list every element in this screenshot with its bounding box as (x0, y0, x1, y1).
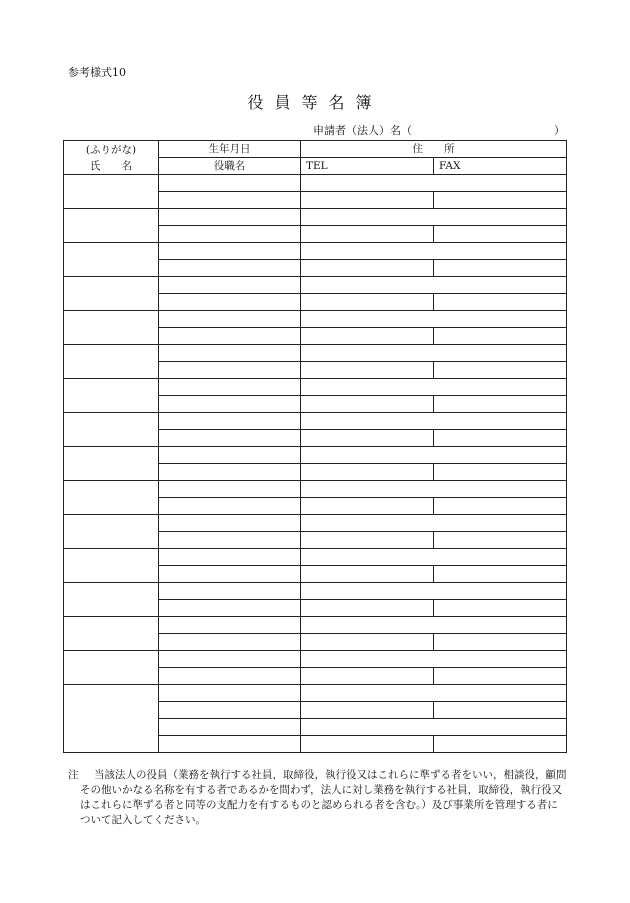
entry-birthdate-cell[interactable] (159, 379, 301, 396)
entry-fax-cell[interactable] (434, 294, 567, 311)
entry-tel-cell[interactable] (301, 362, 434, 379)
entry-birthdate-cell[interactable] (159, 243, 301, 260)
entry-position-cell[interactable] (159, 600, 301, 617)
entry-fax-cell[interactable] (434, 634, 567, 651)
entry-tel-cell[interactable] (301, 600, 434, 617)
entry-fax-cell[interactable] (434, 702, 567, 719)
entry-fax-cell[interactable] (434, 498, 567, 515)
entry-address-cell[interactable] (301, 447, 567, 464)
header-name: 氏 名 (90, 159, 132, 172)
entry-fax-cell[interactable] (434, 192, 567, 209)
entry-fax-cell[interactable] (434, 260, 567, 277)
applicant-label: 申請者（法人）名（ (313, 124, 412, 137)
entry-tel-cell[interactable] (301, 634, 434, 651)
entry-address-cell[interactable] (301, 719, 567, 736)
entry-birthdate-cell[interactable] (159, 617, 301, 634)
entry-birthdate-cell[interactable] (159, 277, 301, 294)
entry-tel-cell[interactable] (301, 260, 434, 277)
entry-birthdate-cell[interactable] (159, 549, 301, 566)
entry-name-cell[interactable] (64, 447, 159, 481)
entry-row (64, 175, 567, 192)
entry-position-cell[interactable] (159, 566, 301, 583)
entry-fax-cell[interactable] (434, 362, 567, 379)
entry-name-cell[interactable] (64, 277, 159, 311)
entry-row (64, 447, 567, 464)
entry-position-cell[interactable] (159, 362, 301, 379)
entry-name-cell[interactable] (64, 685, 159, 753)
entry-birthdate-cell[interactable] (159, 413, 301, 430)
entry-name-cell[interactable] (64, 651, 159, 685)
entry-fax-cell[interactable] (434, 668, 567, 685)
document-title: 役員等名簿 (247, 93, 383, 112)
entry-row (64, 515, 567, 532)
entry-birthdate-cell[interactable] (159, 447, 301, 464)
entry-position-cell[interactable] (159, 736, 301, 753)
entry-fax-cell[interactable] (434, 396, 567, 413)
entry-address-cell[interactable] (301, 379, 567, 396)
entry-name-cell[interactable] (64, 617, 159, 651)
entry-address-cell[interactable] (301, 311, 567, 328)
header-row-1 (64, 141, 567, 158)
entry-row (64, 277, 567, 294)
applicant-close-paren: ） (554, 124, 565, 137)
entry-birthdate-cell[interactable] (159, 515, 301, 532)
entry-position-cell[interactable] (159, 668, 301, 685)
entry-birthdate-cell[interactable] (159, 481, 301, 498)
entry-fax-cell[interactable] (434, 430, 567, 447)
entry-position-cell[interactable] (159, 464, 301, 481)
entry-fax-cell[interactable] (434, 226, 567, 243)
entry-row (64, 243, 567, 260)
entry-tel-cell[interactable] (301, 430, 434, 447)
entry-address-cell[interactable] (301, 413, 567, 430)
entry-position-cell[interactable] (159, 702, 301, 719)
entry-fax-cell[interactable] (434, 736, 567, 753)
entry-row (64, 617, 567, 634)
entry-tel-cell[interactable] (301, 736, 434, 753)
entry-address-cell[interactable] (301, 209, 567, 226)
entry-fax-cell[interactable] (434, 566, 567, 583)
entry-name-cell[interactable] (64, 175, 159, 209)
entry-name-cell[interactable] (64, 583, 159, 617)
header-name-cell (64, 141, 159, 175)
entry-birthdate-cell[interactable] (159, 311, 301, 328)
entry-row (64, 311, 567, 328)
entry-tel-cell[interactable] (301, 294, 434, 311)
entry-fax-cell[interactable] (434, 464, 567, 481)
entry-fax-cell[interactable] (434, 600, 567, 617)
entry-name-cell[interactable] (64, 515, 159, 549)
entry-address-cell[interactable] (301, 243, 567, 260)
entry-address-cell[interactable] (301, 617, 567, 634)
entry-position-cell[interactable] (159, 532, 301, 549)
entry-row (64, 481, 567, 498)
officer-roster-table (63, 140, 567, 753)
header-birthdate: 生年月日 (159, 141, 301, 158)
entry-tel-cell[interactable] (301, 226, 434, 243)
entry-row (64, 651, 567, 668)
entry-address-cell[interactable] (301, 685, 567, 702)
footnote (68, 768, 568, 828)
entry-tel-cell[interactable] (301, 396, 434, 413)
entry-row (64, 209, 567, 226)
entry-tel-cell[interactable] (301, 498, 434, 515)
header-position: 役職名 (159, 158, 301, 175)
header-tel: TEL (301, 158, 434, 175)
entry-name-cell[interactable] (64, 413, 159, 447)
entry-name-cell[interactable] (64, 549, 159, 583)
entry-position-cell[interactable] (159, 294, 301, 311)
entry-birthdate-cell[interactable] (159, 719, 301, 736)
entry-tel-cell[interactable] (301, 532, 434, 549)
entry-address-cell[interactable] (301, 175, 567, 192)
entry-position-cell[interactable] (159, 430, 301, 447)
entry-address-cell[interactable] (301, 549, 567, 566)
entry-position-cell[interactable] (159, 634, 301, 651)
header-address: 住 所 (301, 141, 567, 158)
entry-tel-cell[interactable] (301, 668, 434, 685)
entry-name-cell[interactable] (64, 209, 159, 243)
entry-position-cell[interactable] (159, 328, 301, 345)
entry-address-cell[interactable] (301, 345, 567, 362)
entry-position-cell[interactable] (159, 226, 301, 243)
header-furigana: (ふりがな) (85, 143, 137, 156)
entry-birthdate-cell[interactable] (159, 651, 301, 668)
entry-address-cell[interactable] (301, 651, 567, 668)
entry-address-cell[interactable] (301, 277, 567, 294)
entry-row (64, 549, 567, 566)
footnote-mark: 注 (68, 769, 79, 781)
entry-address-cell[interactable] (301, 481, 567, 498)
form-code: 参考様式10 (68, 66, 126, 79)
entry-position-cell[interactable] (159, 498, 301, 515)
entry-birthdate-cell[interactable] (159, 583, 301, 600)
entry-tel-cell[interactable] (301, 192, 434, 209)
applicant-name-line (313, 122, 565, 138)
entry-birthdate-cell[interactable] (159, 685, 301, 702)
entry-tel-cell[interactable] (301, 702, 434, 719)
entry-name-cell[interactable] (64, 379, 159, 413)
entry-position-cell[interactable] (159, 260, 301, 277)
entry-row (64, 685, 567, 702)
entry-name-cell[interactable] (64, 345, 159, 379)
entry-row (64, 379, 567, 396)
entry-tel-cell[interactable] (301, 566, 434, 583)
entry-birthdate-cell[interactable] (159, 209, 301, 226)
entry-name-cell[interactable] (64, 481, 159, 515)
entry-birthdate-cell[interactable] (159, 175, 301, 192)
entry-tel-cell[interactable] (301, 328, 434, 345)
entry-fax-cell[interactable] (434, 532, 567, 549)
entry-row (64, 583, 567, 600)
entry-tel-cell[interactable] (301, 464, 434, 481)
entry-address-cell[interactable] (301, 515, 567, 532)
entry-position-cell[interactable] (159, 396, 301, 413)
entry-address-cell[interactable] (301, 583, 567, 600)
entry-fax-cell[interactable] (434, 328, 567, 345)
entry-row (64, 345, 567, 362)
entry-position-cell[interactable] (159, 192, 301, 209)
entry-birthdate-cell[interactable] (159, 345, 301, 362)
entry-row (64, 413, 567, 430)
entry-name-cell[interactable] (64, 311, 159, 345)
footnote-text: 当該法人の役員（業務を執行する社員，取締役，執行役又はこれらに準ずる者をいい，相談役，顧問その他いかなる名称を有する者であるかを問わず，法人に対し業務を執行する社員，取締役，執行役又はこれらに準ずる者と同等の支配力を有するものと認められる者を含む。）及び事業所を管理する者について記入してください。 (80, 769, 567, 826)
header-fax: FAX (434, 158, 567, 175)
entry-name-cell[interactable] (64, 243, 159, 277)
